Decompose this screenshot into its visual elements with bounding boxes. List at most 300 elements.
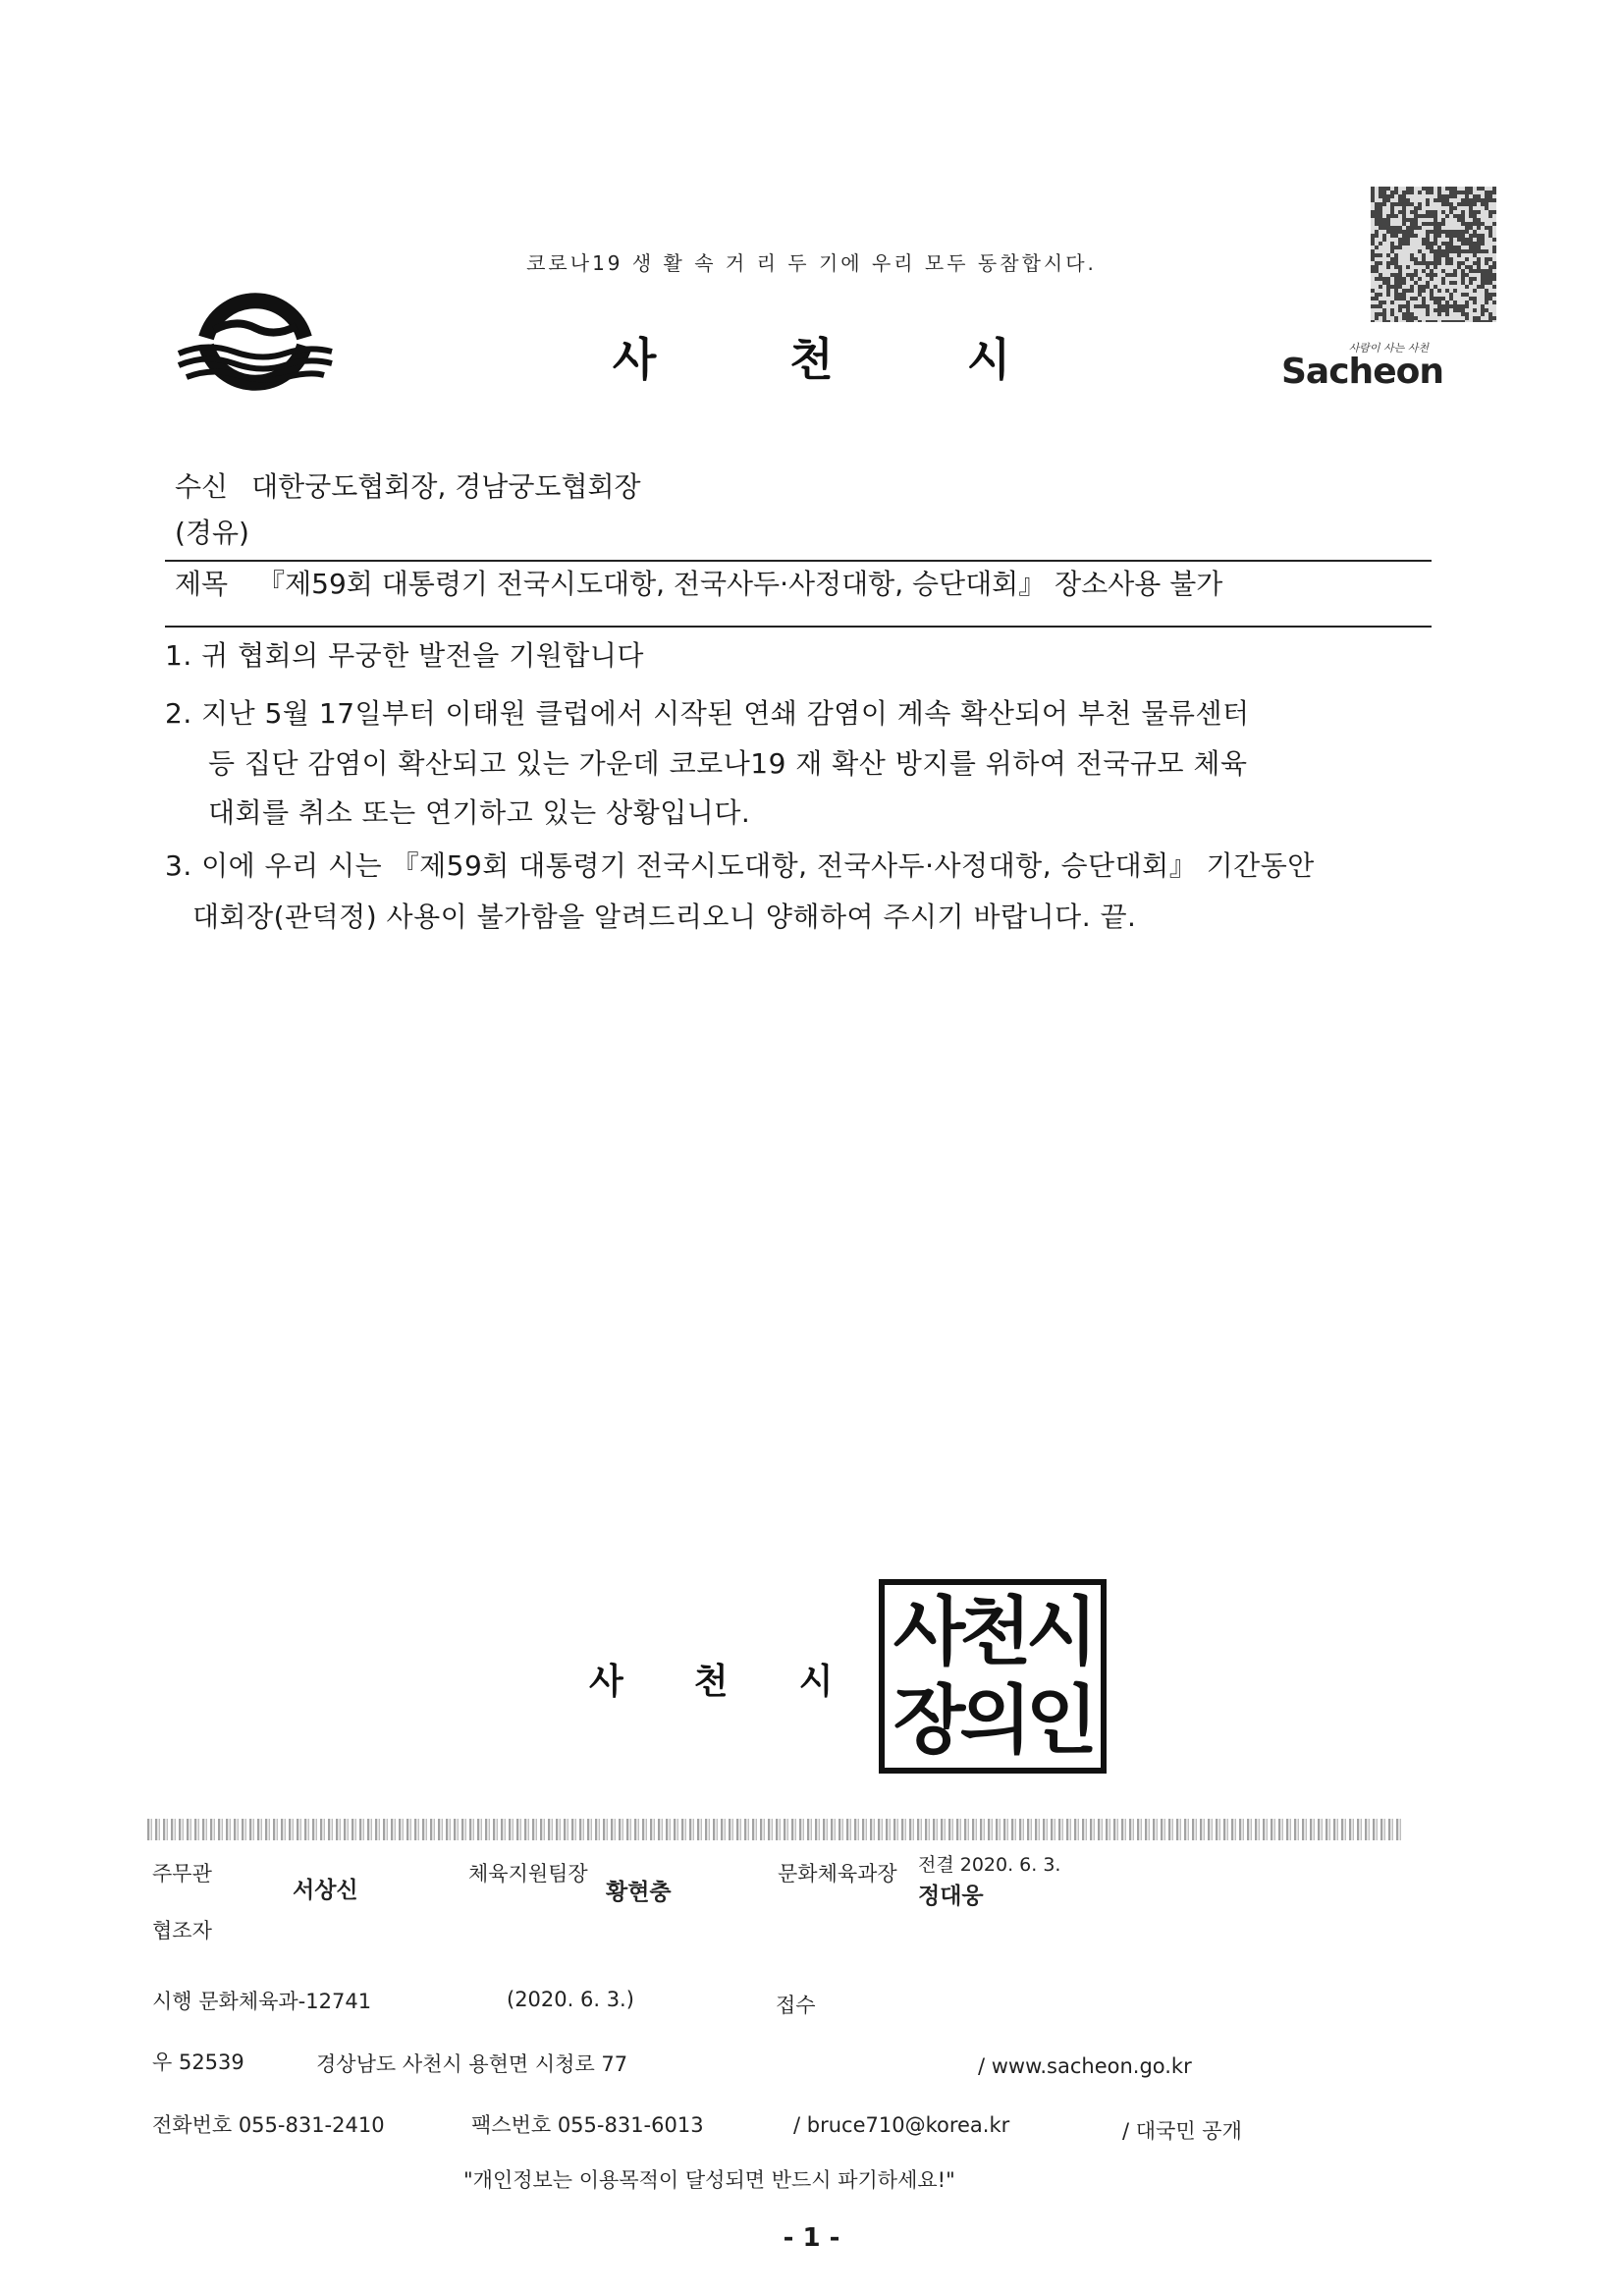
qr-module — [1430, 218, 1434, 222]
qr-module — [1461, 187, 1465, 191]
qr-module — [1390, 297, 1394, 301]
qr-module — [1394, 218, 1398, 222]
qr-module — [1481, 206, 1485, 210]
qr-module — [1453, 242, 1457, 246]
qr-module — [1457, 210, 1461, 214]
qr-module — [1375, 285, 1379, 289]
qr-module — [1422, 226, 1426, 230]
issuer-char: 사 — [589, 1662, 623, 1702]
qr-module — [1457, 281, 1461, 285]
qr-module — [1379, 238, 1382, 242]
qr-module — [1382, 253, 1386, 257]
qr-module — [1461, 265, 1465, 269]
qr-module — [1390, 238, 1394, 242]
qr-module — [1390, 289, 1394, 293]
qr-module — [1402, 265, 1406, 269]
qr-module — [1371, 246, 1375, 249]
qr-module — [1406, 194, 1410, 198]
qr-module — [1379, 249, 1382, 253]
qr-module — [1375, 198, 1379, 202]
subject-line — [175, 563, 1222, 602]
qr-module — [1449, 285, 1453, 289]
qr-module — [1437, 206, 1441, 210]
qr-module — [1441, 214, 1445, 218]
qr-module — [1485, 222, 1488, 226]
qr-module — [1375, 257, 1379, 261]
qr-module — [1371, 293, 1375, 297]
qr-module — [1394, 198, 1398, 202]
qr-module — [1375, 308, 1379, 312]
qr-module — [1465, 214, 1469, 218]
qr-module — [1461, 206, 1465, 210]
qr-module — [1422, 265, 1426, 269]
qr-module — [1469, 273, 1473, 277]
qr-module — [1430, 198, 1434, 202]
qr-module — [1386, 191, 1390, 194]
qr-module — [1437, 273, 1441, 277]
qr-module — [1477, 293, 1481, 297]
qr-module — [1449, 316, 1453, 320]
qr-module — [1457, 206, 1461, 210]
qr-module — [1492, 214, 1496, 218]
qr-module — [1437, 277, 1441, 281]
qr-module — [1382, 210, 1386, 214]
qr-module — [1477, 202, 1481, 206]
qr-module — [1461, 297, 1465, 301]
qr-module — [1386, 242, 1390, 246]
qr-module — [1481, 226, 1485, 230]
qr-module — [1422, 230, 1426, 234]
qr-module — [1449, 277, 1453, 281]
qr-module — [1461, 301, 1465, 304]
qr-module — [1379, 198, 1382, 202]
qr-module — [1441, 191, 1445, 194]
fax-number: 팩스번호 055-831-6013 — [471, 2113, 704, 2137]
qr-module — [1406, 285, 1410, 289]
qr-module — [1441, 261, 1445, 265]
qr-module — [1434, 312, 1437, 316]
qr-module — [1382, 246, 1386, 249]
qr-module — [1390, 316, 1394, 320]
qr-module — [1410, 198, 1414, 202]
qr-module — [1406, 269, 1410, 273]
qr-module — [1457, 301, 1461, 304]
qr-module — [1453, 257, 1457, 261]
qr-module — [1453, 226, 1457, 230]
qr-module — [1382, 269, 1386, 273]
qr-module — [1418, 222, 1422, 226]
qr-module — [1394, 194, 1398, 198]
qr-module — [1386, 257, 1390, 261]
qr-module — [1485, 265, 1488, 269]
qr-module — [1441, 226, 1445, 230]
qr-module — [1382, 293, 1386, 297]
qr-module — [1418, 187, 1422, 191]
qr-module — [1465, 210, 1469, 214]
qr-module — [1414, 242, 1418, 246]
qr-module — [1473, 265, 1477, 269]
qr-module — [1382, 285, 1386, 289]
qr-module — [1445, 218, 1449, 222]
qr-module — [1485, 238, 1488, 242]
qr-module — [1492, 218, 1496, 222]
qr-module — [1414, 230, 1418, 234]
qr-module — [1406, 253, 1410, 257]
qr-module — [1488, 246, 1492, 249]
qr-module — [1386, 238, 1390, 242]
qr-module — [1441, 187, 1445, 191]
qr-module — [1426, 277, 1430, 281]
qr-module — [1430, 202, 1434, 206]
qr-module — [1398, 261, 1402, 265]
qr-module — [1406, 206, 1410, 210]
qr-module — [1422, 281, 1426, 285]
qr-module — [1469, 316, 1473, 320]
issuer-char: 시 — [798, 1662, 834, 1702]
qr-module — [1371, 222, 1375, 226]
qr-module — [1445, 293, 1449, 297]
qr-module — [1371, 312, 1375, 316]
qr-module — [1469, 312, 1473, 316]
qr-module — [1473, 304, 1477, 308]
qr-module — [1390, 265, 1394, 269]
qr-module — [1445, 210, 1449, 214]
qr-module — [1406, 210, 1410, 214]
qr-module — [1473, 187, 1477, 191]
qr-module — [1402, 285, 1406, 289]
qr-module — [1426, 297, 1430, 301]
qr-module — [1449, 222, 1453, 226]
qr-module — [1465, 261, 1469, 265]
qr-module — [1379, 316, 1382, 320]
qr-module — [1441, 285, 1445, 289]
qr-module — [1477, 277, 1481, 281]
qr-module — [1379, 230, 1382, 234]
qr-module — [1371, 281, 1375, 285]
qr-module — [1375, 191, 1379, 194]
qr-module — [1430, 206, 1434, 210]
qr-module — [1410, 194, 1414, 198]
qr-module — [1465, 289, 1469, 293]
qr-module — [1430, 238, 1434, 242]
qr-module — [1441, 206, 1445, 210]
qr-module — [1492, 234, 1496, 238]
qr-module — [1437, 316, 1441, 320]
qr-module — [1430, 316, 1434, 320]
qr-module — [1379, 269, 1382, 273]
qr-module — [1477, 230, 1481, 234]
qr-module — [1426, 257, 1430, 261]
qr-module — [1386, 246, 1390, 249]
qr-module — [1449, 289, 1453, 293]
qr-module — [1465, 308, 1469, 312]
qr-module — [1410, 206, 1414, 210]
qr-module — [1461, 316, 1465, 320]
qr-module — [1453, 297, 1457, 301]
qr-module — [1414, 194, 1418, 198]
qr-module — [1390, 281, 1394, 285]
body-item-1: 1. 귀 협회의 무궁한 발전을 기원합니다 — [165, 639, 644, 672]
qr-module — [1371, 308, 1375, 312]
qr-module — [1485, 210, 1488, 214]
qr-module — [1394, 312, 1398, 316]
qr-module — [1461, 194, 1465, 198]
qr-module — [1414, 289, 1418, 293]
role-director: 문화체육과장 — [778, 1862, 897, 1886]
qr-module — [1418, 242, 1422, 246]
qr-module — [1453, 198, 1457, 202]
qr-module — [1473, 238, 1477, 242]
qr-module — [1481, 253, 1485, 257]
qr-module — [1477, 308, 1481, 312]
qr-module — [1477, 281, 1481, 285]
qr-module — [1437, 265, 1441, 269]
scan-noise-divider — [147, 1819, 1404, 1840]
qr-module — [1382, 265, 1386, 269]
qr-module — [1434, 304, 1437, 308]
qr-module — [1394, 222, 1398, 226]
issuer-char: 천 — [693, 1662, 729, 1702]
qr-module — [1422, 206, 1426, 210]
qr-module — [1473, 285, 1477, 289]
qr-module — [1398, 218, 1402, 222]
qr-module — [1382, 273, 1386, 277]
website: / www.sacheon.go.kr — [978, 2054, 1192, 2078]
qr-module — [1375, 187, 1379, 191]
qr-module — [1485, 304, 1488, 308]
qr-module — [1379, 265, 1382, 269]
qr-module — [1375, 301, 1379, 304]
qr-module — [1492, 230, 1496, 234]
enforcement-number: 시행 문화체육과-12741 — [152, 1990, 372, 2013]
qr-module — [1488, 238, 1492, 242]
qr-module — [1402, 261, 1406, 265]
qr-module — [1434, 194, 1437, 198]
qr-module — [1457, 198, 1461, 202]
qr-module — [1457, 297, 1461, 301]
qr-module — [1426, 301, 1430, 304]
qr-module — [1481, 194, 1485, 198]
qr-module — [1410, 261, 1414, 265]
qr-module — [1422, 210, 1426, 214]
qr-module — [1426, 206, 1430, 210]
privacy-notice: "개인정보는 이용목적이 달성되면 반드시 파기하세요!" — [463, 2168, 955, 2192]
qr-module — [1430, 265, 1434, 269]
qr-module — [1445, 281, 1449, 285]
qr-module — [1453, 218, 1457, 222]
qr-module — [1485, 214, 1488, 218]
qr-module — [1375, 242, 1379, 246]
qr-module — [1453, 238, 1457, 242]
qr-module — [1371, 218, 1375, 222]
qr-module — [1445, 277, 1449, 281]
qr-module — [1394, 242, 1398, 246]
phone-number: 전화번호 055-831-2410 — [152, 2113, 385, 2137]
qr-module — [1457, 273, 1461, 277]
qr-module — [1485, 242, 1488, 246]
qr-module — [1418, 297, 1422, 301]
qr-module — [1390, 269, 1394, 273]
qr-module — [1441, 238, 1445, 242]
qr-module — [1481, 218, 1485, 222]
qr-module — [1394, 301, 1398, 304]
qr-module — [1375, 226, 1379, 230]
recipient-line — [175, 465, 641, 505]
qr-module — [1430, 194, 1434, 198]
qr-module — [1434, 206, 1437, 210]
qr-module — [1473, 281, 1477, 285]
qr-module — [1457, 269, 1461, 273]
qr-module — [1492, 206, 1496, 210]
qr-module — [1414, 253, 1418, 257]
qr-module — [1414, 265, 1418, 269]
qr-module — [1492, 269, 1496, 273]
covid-slogan: 코로나19 생 활 속 거 리 두 기에 우리 모두 동참합시다. — [526, 251, 1097, 275]
qr-module — [1398, 312, 1402, 316]
qr-module — [1422, 194, 1426, 198]
qr-module — [1430, 301, 1434, 304]
qr-module — [1434, 246, 1437, 249]
qr-module — [1481, 210, 1485, 214]
qr-module — [1398, 206, 1402, 210]
qr-module — [1434, 316, 1437, 320]
page-number: - 1 - — [783, 2223, 840, 2253]
qr-module — [1410, 293, 1414, 297]
subject-top-rule — [165, 560, 1432, 562]
subject-value: 『제59회 대통령기 전국시도대항, 전국사두·사정대항, 승단대회』 장소사용 불가 — [257, 568, 1223, 600]
qr-module — [1465, 206, 1469, 210]
qr-module — [1394, 206, 1398, 210]
qr-module — [1371, 230, 1375, 234]
qr-module — [1457, 293, 1461, 297]
qr-module — [1481, 289, 1485, 293]
qr-module — [1465, 246, 1469, 249]
recipient-value: 대한궁도협회장, 경남궁도협회장 — [251, 470, 641, 503]
qr-module — [1418, 198, 1422, 202]
qr-module — [1418, 265, 1422, 269]
qr-module — [1437, 242, 1441, 246]
qr-module — [1488, 187, 1492, 191]
qr-module — [1426, 194, 1430, 198]
qr-module — [1453, 253, 1457, 257]
qr-module — [1386, 297, 1390, 301]
qr-module — [1441, 246, 1445, 249]
qr-module — [1492, 257, 1496, 261]
qr-module — [1437, 210, 1441, 214]
qr-module — [1422, 246, 1426, 249]
qr-module — [1426, 226, 1430, 230]
qr-module — [1418, 312, 1422, 316]
qr-module — [1386, 301, 1390, 304]
qr-module — [1457, 222, 1461, 226]
body-item-3-cont: 대회장(관덕정) 사용이 불가함을 알려드리오니 양해하여 주시기 바랍니다. 끝. — [192, 901, 1137, 933]
qr-module — [1402, 308, 1406, 312]
qr-module — [1481, 293, 1485, 297]
qr-module — [1481, 265, 1485, 269]
qr-module — [1437, 269, 1441, 273]
qr-module — [1492, 194, 1496, 198]
qr-module — [1457, 257, 1461, 261]
qr-module — [1453, 312, 1457, 316]
qr-module — [1453, 285, 1457, 289]
qr-module — [1426, 218, 1430, 222]
body-item-2-cont: 대회를 취소 또는 연기하고 있는 상황입니다. — [208, 796, 751, 829]
body-item-3: 3. 이에 우리 시는 『제59회 대통령기 전국시도대항, 전국사두·사정대항, 승단대회』 기간동안 — [165, 849, 1315, 882]
qr-module — [1422, 202, 1426, 206]
qr-module — [1402, 187, 1406, 191]
qr-module — [1398, 257, 1402, 261]
qr-module — [1457, 316, 1461, 320]
qr-module — [1398, 191, 1402, 194]
seal-row-top: 사천시 — [893, 1588, 1093, 1675]
qr-module — [1382, 297, 1386, 301]
qr-module — [1390, 222, 1394, 226]
qr-module — [1453, 293, 1457, 297]
qr-module — [1434, 191, 1437, 194]
subject-label: 제목 — [175, 568, 229, 600]
qr-module — [1477, 289, 1481, 293]
qr-module — [1382, 249, 1386, 253]
qr-module — [1441, 265, 1445, 269]
qr-module — [1410, 214, 1414, 218]
qr-module — [1402, 269, 1406, 273]
qr-module — [1469, 304, 1473, 308]
qr-module — [1445, 265, 1449, 269]
qr-module — [1379, 297, 1382, 301]
qr-module — [1430, 304, 1434, 308]
qr-module — [1402, 273, 1406, 277]
qr-module — [1488, 222, 1492, 226]
qr-module — [1418, 253, 1422, 257]
qr-module — [1406, 222, 1410, 226]
qr-module — [1449, 308, 1453, 312]
qr-module — [1414, 246, 1418, 249]
qr-module — [1441, 257, 1445, 261]
qr-module — [1481, 316, 1485, 320]
qr-module — [1457, 194, 1461, 198]
qr-module — [1441, 289, 1445, 293]
qr-module — [1426, 253, 1430, 257]
qr-module — [1461, 253, 1465, 257]
qr-module — [1469, 308, 1473, 312]
qr-module — [1371, 261, 1375, 265]
qr-module — [1379, 234, 1382, 238]
qr-module — [1477, 304, 1481, 308]
qr-module — [1406, 249, 1410, 253]
qr-module — [1386, 202, 1390, 206]
qr-module — [1426, 293, 1430, 297]
qr-module — [1410, 242, 1414, 246]
disclosure-status: / 대국민 공개 — [1122, 2119, 1242, 2143]
qr-module — [1414, 293, 1418, 297]
qr-module — [1469, 253, 1473, 257]
qr-module — [1461, 226, 1465, 230]
qr-module — [1418, 210, 1422, 214]
qr-module — [1492, 226, 1496, 230]
qr-module — [1394, 249, 1398, 253]
qr-module — [1488, 301, 1492, 304]
qr-module — [1488, 218, 1492, 222]
qr-module — [1414, 285, 1418, 289]
qr-module — [1461, 289, 1465, 293]
qr-module — [1398, 249, 1402, 253]
qr-module — [1465, 269, 1469, 273]
qr-module — [1449, 265, 1453, 269]
qr-module — [1453, 222, 1457, 226]
qr-module — [1449, 253, 1453, 257]
body-item-2-cont: 등 집단 감염이 확산되고 있는 가운데 코로나19 재 확산 방지를 위하여 전국규모 체육 — [208, 747, 1248, 780]
qr-module — [1445, 191, 1449, 194]
